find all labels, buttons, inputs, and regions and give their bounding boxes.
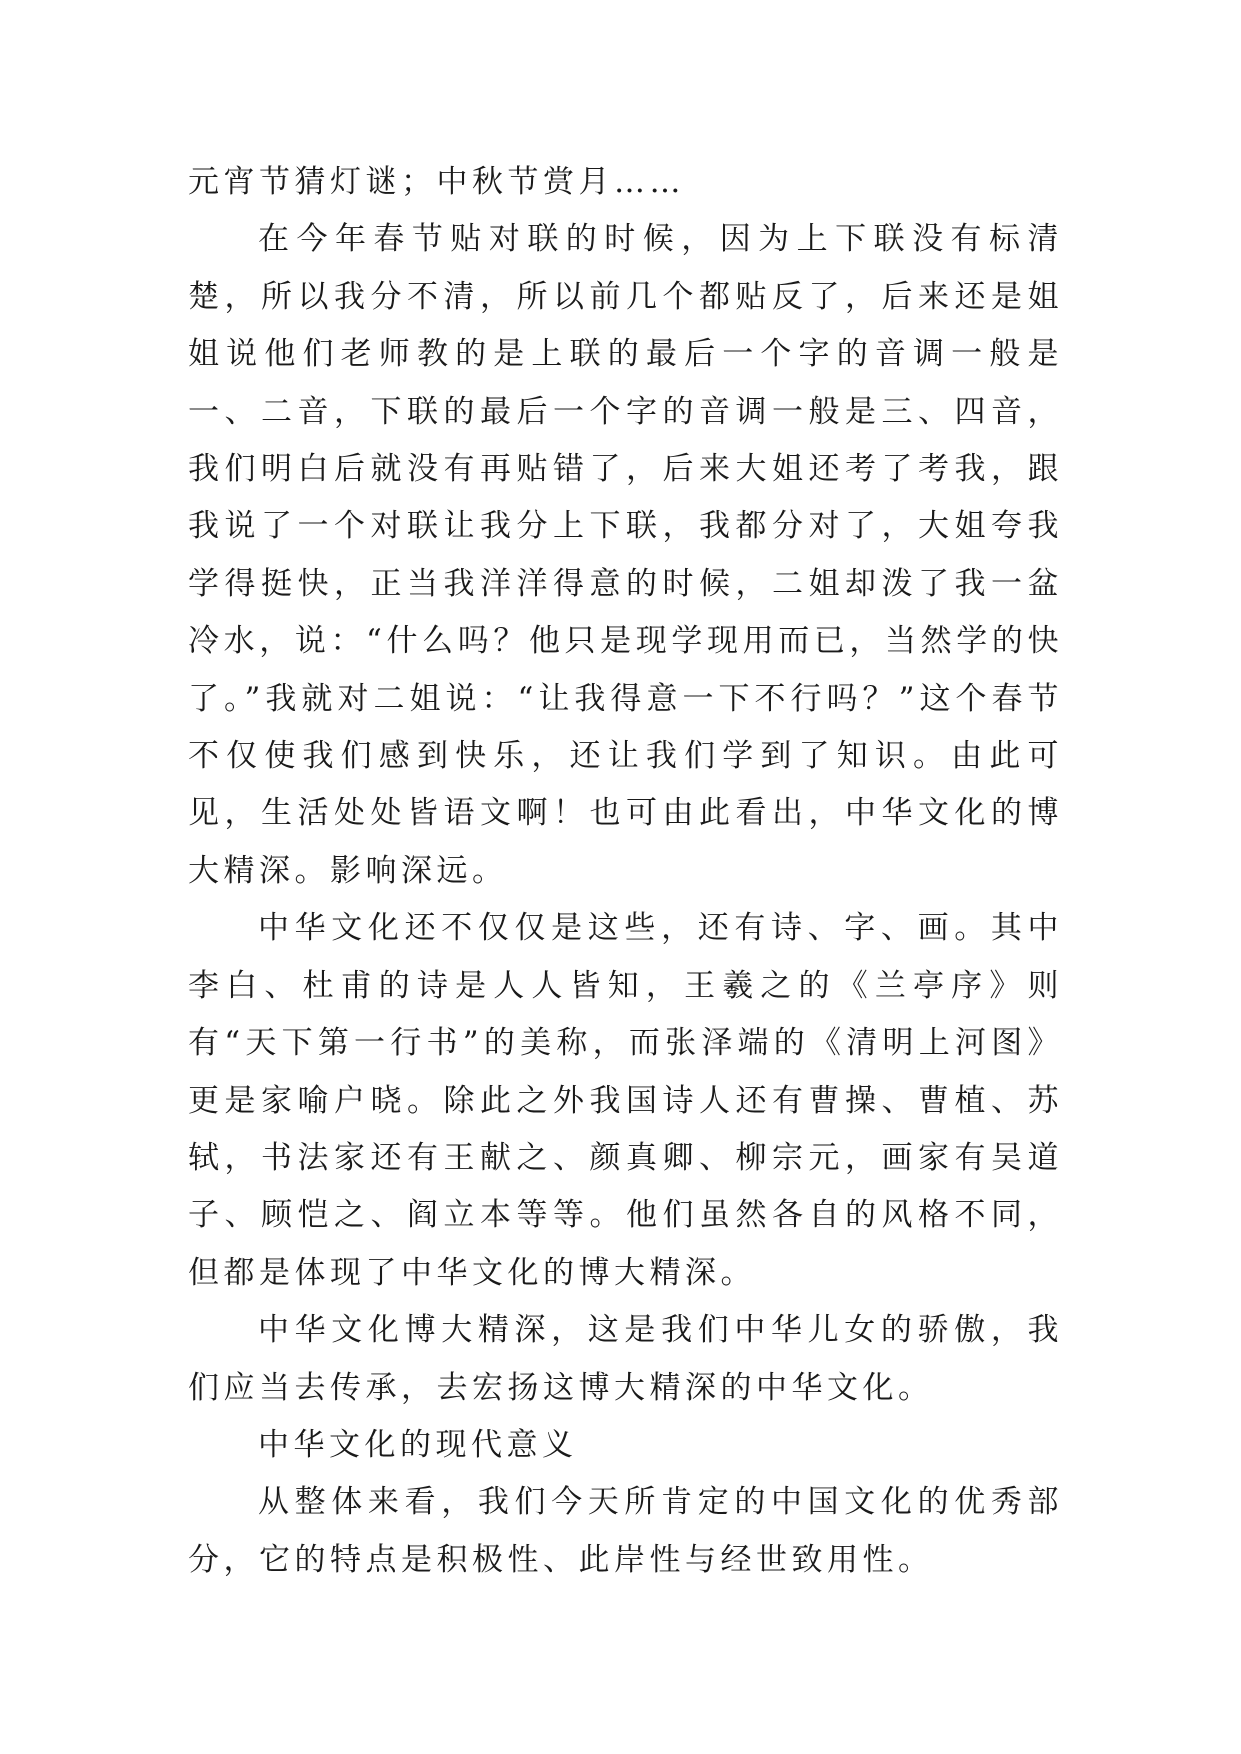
paragraph-modern-characteristics: 从整体来看，我们今天所肯定的中国文化的优秀部分，它的特点是积极性、此岸性与经世致用性。 xyxy=(188,1484,1063,1578)
paragraph-spring-couplets: 在今年春节贴对联的时候，因为上下联没有标清楚，所以我分不清，所以前几个都贴反了，后来还是姐姐说他们老师教的是上联的最后一个字的音调一般是一、二音，下联的最后一个字的音调一般是三、四音，我们明白后就没有再贴错了，后来大姐还考了考我，跟我说了一个对联让我分上下联，我都分对了，大姐夸我学得挺快，正当我洋洋得意的时候，二姐却泼了我一盆冷水，说：“什么吗？他只是现学现用而已，当然学的快了。”我就对二姐说：“让我得意一下不行吗？”这个春节不仅使我们感到快乐，还让我们学到了知识。由此可见，生活处处皆语文啊！也可由此看出，中华文化的博大精深。影响深远。 xyxy=(188,221,1063,889)
paragraph-poetry-calligraphy-painting: 中华文化还不仅仅是这些，还有诗、字、画。其中李白、杜甫的诗是人人皆知，王羲之的《兰亭序》则有“天下第一行书”的美称，而张泽端的《清明上河图》更是家喻户晓。除此之外我国诗人还有曹操、曹植、苏轼，书法家还有王献之、颜真卿、柳宗元，画家有吴道子、顾恺之、阎立本等等。他们虽然各自的风格不同，但都是体现了中华文化的博大精深。 xyxy=(188,910,1063,1291)
document-body xyxy=(188,154,1063,1589)
paragraph-cultural-pride: 中华文化博大精深，这是我们中华儿女的骄傲，我们应当去传承，去宏扬这博大精深的中华文化。 xyxy=(188,1312,1063,1406)
paragraph-festival-customs: 元宵节猜灯谜；中秋节赏月…… xyxy=(188,164,685,200)
section-heading-modern-significance: 中华文化的现代意义 xyxy=(258,1426,578,1463)
